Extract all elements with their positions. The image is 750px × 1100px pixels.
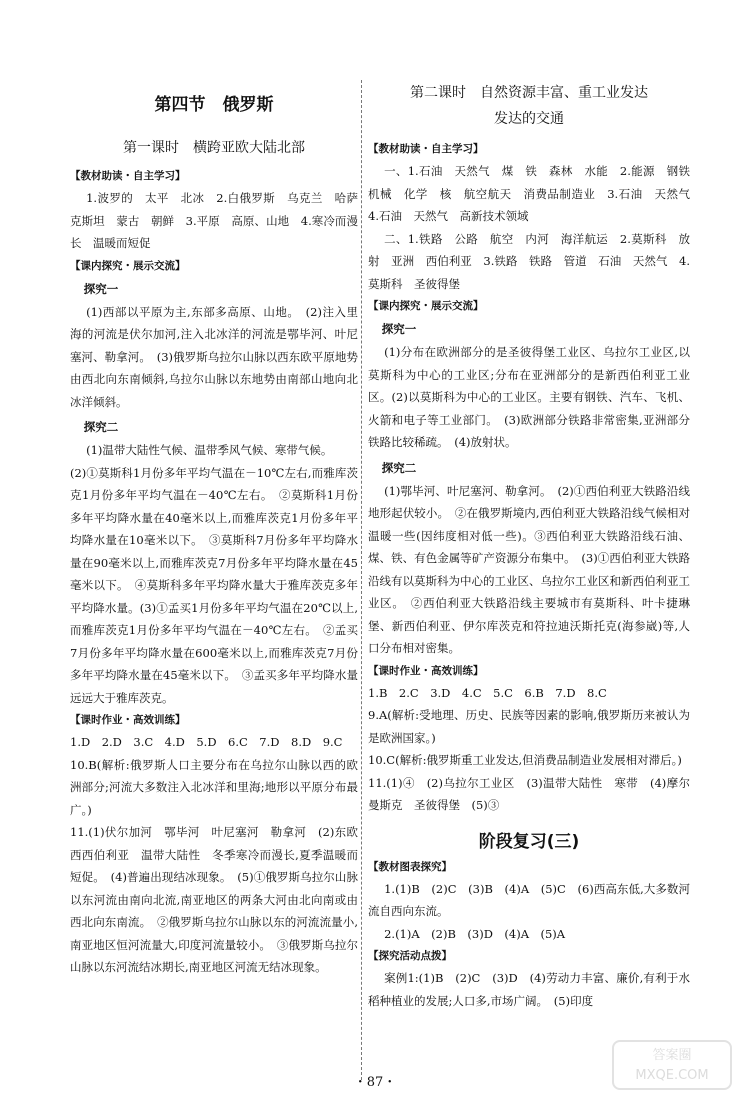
right-column <box>368 80 702 1012</box>
answer-paragraph: (1)鄂毕河、叶尼塞河、勒拿河。 (2)①西伯利亚大铁路沿线地形起伏较小。 ②在俄罗斯境内,西伯利亚大铁路沿线气候相对温暖一些(因纬度相对低一些)。③西伯利亚大铁路沿线石油、煤、铁、有色金属等矿产资源分布集中。 (3)①西伯利亚大铁路沿线有以莫斯科为中心的工业区、乌拉尔工业区和新西伯利亚工业区。 ②西伯利亚大铁路沿线主要城市有莫斯科、叶卡捷琳堡、新西伯利亚、伊尔库茨克和符拉迪沃斯托克(海参崴)等,人口分布相对密集。 <box>368 483 690 655</box>
page-number: ・87・ <box>353 1075 397 1090</box>
column-divider <box>361 80 362 1080</box>
answer-paragraph: 1.B 2.C 3.D 4.C 5.C 6.B 7.D 8.C <box>368 685 607 700</box>
answer-paragraph: 1.D 2.D 3.C 4.D 5.D 6.C 7.D 8.D 9.C <box>70 735 343 749</box>
tag-homework: 【课时作业・高效训练】 <box>70 714 186 726</box>
tag-homework: 【课时作业・高效训练】 <box>368 664 484 677</box>
lesson-title-line: 第二课时 自然资源丰富、重工业发达 <box>410 85 648 101</box>
tag-figure-inquiry: 【教材图表探究】 <box>368 860 452 873</box>
tag-textbook-reading: 【教材助读・自主学习】 <box>70 170 186 182</box>
answer-paragraph: 11.(1)④ (2)乌拉尔工业区 (3)温带大陆性 寒带 (4)摩尔曼斯克 圣彼得堡 (5)③ <box>368 775 690 812</box>
answer-paragraph: (1)西部以平原为主,东部多高原、山地。 (2)注入里海的河流是伏尔加河,注入北冰洋的河流是鄂毕河、叶尼塞河、勒拿河。 (3)俄罗斯乌拉尔山脉以西东欧平原地势由西北向东南倾斜,乌拉尔山脉以东地势由南部山地向北冰洋倾斜。 <box>70 304 358 409</box>
answer-paragraph: 二、1.铁路 公路 航空 内河 海洋航运 2.莫斯科 放射 亚洲 西伯利亚 3.铁路 铁路 管道 石油 天然气 4.莫斯科 圣彼得堡 <box>368 231 690 291</box>
watermark-logo <box>612 1040 732 1090</box>
answer-paragraph: 10.C(解析:俄罗斯重工业发达,但消费品制造业发展相对滞后。) <box>368 753 682 767</box>
inquiry-heading: 探究一 <box>83 281 119 296</box>
answer-paragraph: 2.(1)A (2)B (3)D (4)A (5)A <box>384 926 566 941</box>
tag-in-class-inquiry: 【课内探究・展示交流】 <box>70 259 186 272</box>
watermark-text: 答案圈 <box>652 1048 692 1063</box>
inquiry-heading: 探究二 <box>83 420 119 434</box>
tag-in-class-inquiry: 【课内探究・展示交流】 <box>368 300 484 312</box>
answer-paragraph: (2)①莫斯科1月份多年平均气温在－10℃左右,而雅库茨克1月份多年平均气温在－40℃左右。 ②莫斯科1月份多年平均降水量在40毫米以上,而雅库茨克1月份多年平均降水量在10毫米以下。 ③莫斯科7月份多年平均降水量在90毫米以上,而雅库茨克7月份多年平均降水量在45毫米以下。 ④莫斯科多年平均降水量大于雅库茨克多年平均降水量。(3)①孟买1月份多年平均气温在20℃以上,而雅库茨克1月份多年平均气温在－40℃左右。 ②孟买7月份多年平均降水量在600毫米以上,而雅库茨克7月份多年平均降水量在45毫米以下。 ③孟买多年平均降水量远远大于雅库茨克。 <box>70 465 358 705</box>
lesson-title-line: 发达的交通 <box>494 111 564 127</box>
watermark-url: MXQE.COM <box>635 1068 709 1083</box>
answer-paragraph: 10.B(解析:俄罗斯人口主要分布在乌拉尔山脉以西的欧洲部分;河流大多数注入北冰洋和里海;地形以平原分布最广。) <box>70 757 358 817</box>
inquiry-heading: 探究二 <box>381 460 417 475</box>
left-column <box>70 80 370 979</box>
lesson-title <box>368 80 690 132</box>
lesson-title: 第一课时 横跨亚欧大陆北部 <box>123 140 305 156</box>
answer-paragraph: 1.波罗的 太平 北冰 2.白俄罗斯 乌克兰 哈萨克斯坦 蒙古 朝鲜 3.平原 高原、山地 4.寒冷而漫长 温暖而短促 <box>70 191 358 250</box>
stage-review-title: 阶段复习(三) <box>478 831 580 852</box>
answer-paragraph: 9.A(解析:受地理、历史、民族等因素的影响,俄罗斯历来被认为是欧洲国家。) <box>368 708 690 745</box>
answer-paragraph: (1)分布在欧洲部分的是圣彼得堡工业区、乌拉尔工业区,以莫斯科为中心的工业区;分布在亚洲部分的是新西伯利亚工业区。(2)以莫斯科为中心的工业区。主要有钢铁、汽车、飞机、火箭和电子等工业部门。 (3)欧洲部分铁路非常密集,亚洲部分铁路比较稀疏。 (4)放射状。 <box>368 345 690 449</box>
answer-paragraph: 一、1.石油 天然气 煤 铁 森林 水能 2.能源 钢铁 机械 化学 核 航空航天 消费品制造业 3.石油 天然气 4.石油 天然气 高新技术领域 <box>368 164 702 223</box>
inquiry-heading: 探究一 <box>381 322 417 336</box>
answer-paragraph: 11.(1)伏尔加河 鄂毕河 叶尼塞河 勒拿河 (2)东欧 西西伯利亚 温带大陆性 冬季寒冷而漫长,夏季温暖而短促。 (4)普遍出现结冰现象。 (5)①俄罗斯乌拉尔山脉以东河流由南向北流,南亚地区的两条大河由北向南或由西北向东南流。 ②俄罗斯乌拉尔山脉以东的河流流量小,南亚地区恒河流量大,印度河流量较小。 ③俄罗斯乌拉尔山脉以东河流结冰期长,南亚地区河流无结冰现象。 <box>70 825 370 974</box>
section-title: 第四节 俄罗斯 <box>154 95 274 115</box>
tag-activity-guidance: 【探究活动点拨】 <box>368 950 452 962</box>
tag-textbook-reading: 【教材助读・自主学习】 <box>368 143 484 155</box>
answer-paragraph: 1.(1)B (2)C (3)B (4)A (5)C (6)西高东低,大多数河流自西向东流。 <box>368 881 690 918</box>
answer-paragraph: (1)温带大陆性气候、温带季风气候、寒带气候。 <box>86 443 333 457</box>
answer-paragraph: 案例1:(1)B (2)C (3)D (4)劳动力丰富、廉价,有利于水稻种植业的发展;人口多,市场广阔。 (5)印度 <box>368 971 690 1008</box>
